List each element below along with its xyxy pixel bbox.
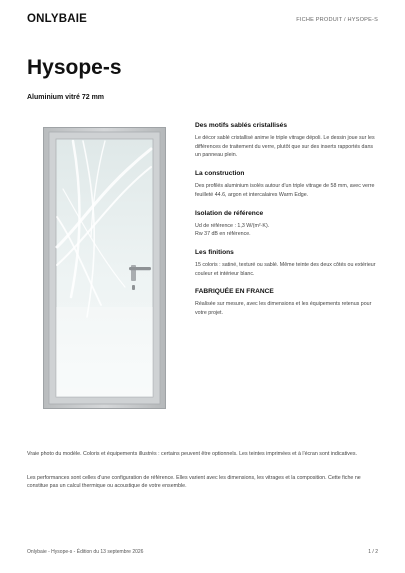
door-illustration xyxy=(43,127,166,409)
feature-text: 15 coloris : satiné, texturé ou sablé. Même teinte des deux côtés ou extérieur couleur et intérieur blanc. xyxy=(195,261,376,277)
feature-title: La construction xyxy=(195,170,245,178)
feature-item xyxy=(195,288,380,317)
feature-item xyxy=(195,249,380,278)
performance-disclaimer: Les performances sont celles d'une configuration de référence. Elles varient avec les dimensions, les vitrages et la composition. Cette fiche ne constitue pas un calcul thermique ou acoustique de votre ensemble. xyxy=(27,474,361,489)
page-title: Hysope-s xyxy=(27,56,122,79)
product-subtitle: Aluminium vitré 72 mm xyxy=(27,94,105,101)
feature-item xyxy=(195,210,380,239)
feature-text: Des profilés aluminium isolés autour d'un triple vitrage de 58 mm, avec verre feuilleté 44.6, argon et intercalaires Warm Edge. xyxy=(195,183,375,198)
feature-item xyxy=(195,170,380,199)
disclaimer-notes xyxy=(27,450,379,506)
feature-text: Ud de référence : 1,3 W/(m²·K). Rw 37 dB en référence. xyxy=(195,222,270,238)
footer-edition: Onlybaie - Hysope-s - Édition du 13 septembre 2026 xyxy=(27,549,144,555)
feature-title: Des motifs sablés cristallisés xyxy=(195,122,287,129)
breadcrumb: FICHE PRODUIT / HYSOPE-S xyxy=(296,17,378,23)
feature-title: Isolation de référence xyxy=(195,209,264,217)
door-product-image xyxy=(43,127,166,409)
photo-disclaimer: Vraie photo du modèle. Coloris et équipements illustrés : certains peuvent être optionnels. Les teintes imprimées et à l'écran sont indicatives. xyxy=(27,451,357,457)
feature-text: Le décor sablé cristallisé anime le triple vitrage dépoli. Le dessin joue sur les différences de traitement du verre, plutôt que sur des inserts rapportés dans un panneau plein. xyxy=(195,135,375,159)
page-number: 1 / 2 xyxy=(368,549,378,555)
glass-sheen xyxy=(56,307,153,397)
brand-logo[interactable]: ONLYBAIE xyxy=(27,13,87,25)
feature-title: Les finitions xyxy=(195,248,234,256)
feature-text: Réalisée sur mesure, avec les dimensions et les équipements retenus pour votre projet. xyxy=(195,301,372,317)
feature-title: FABRIQUÉE EN FRANCE xyxy=(195,288,274,296)
feature-item xyxy=(195,122,380,160)
features-list xyxy=(195,122,380,328)
